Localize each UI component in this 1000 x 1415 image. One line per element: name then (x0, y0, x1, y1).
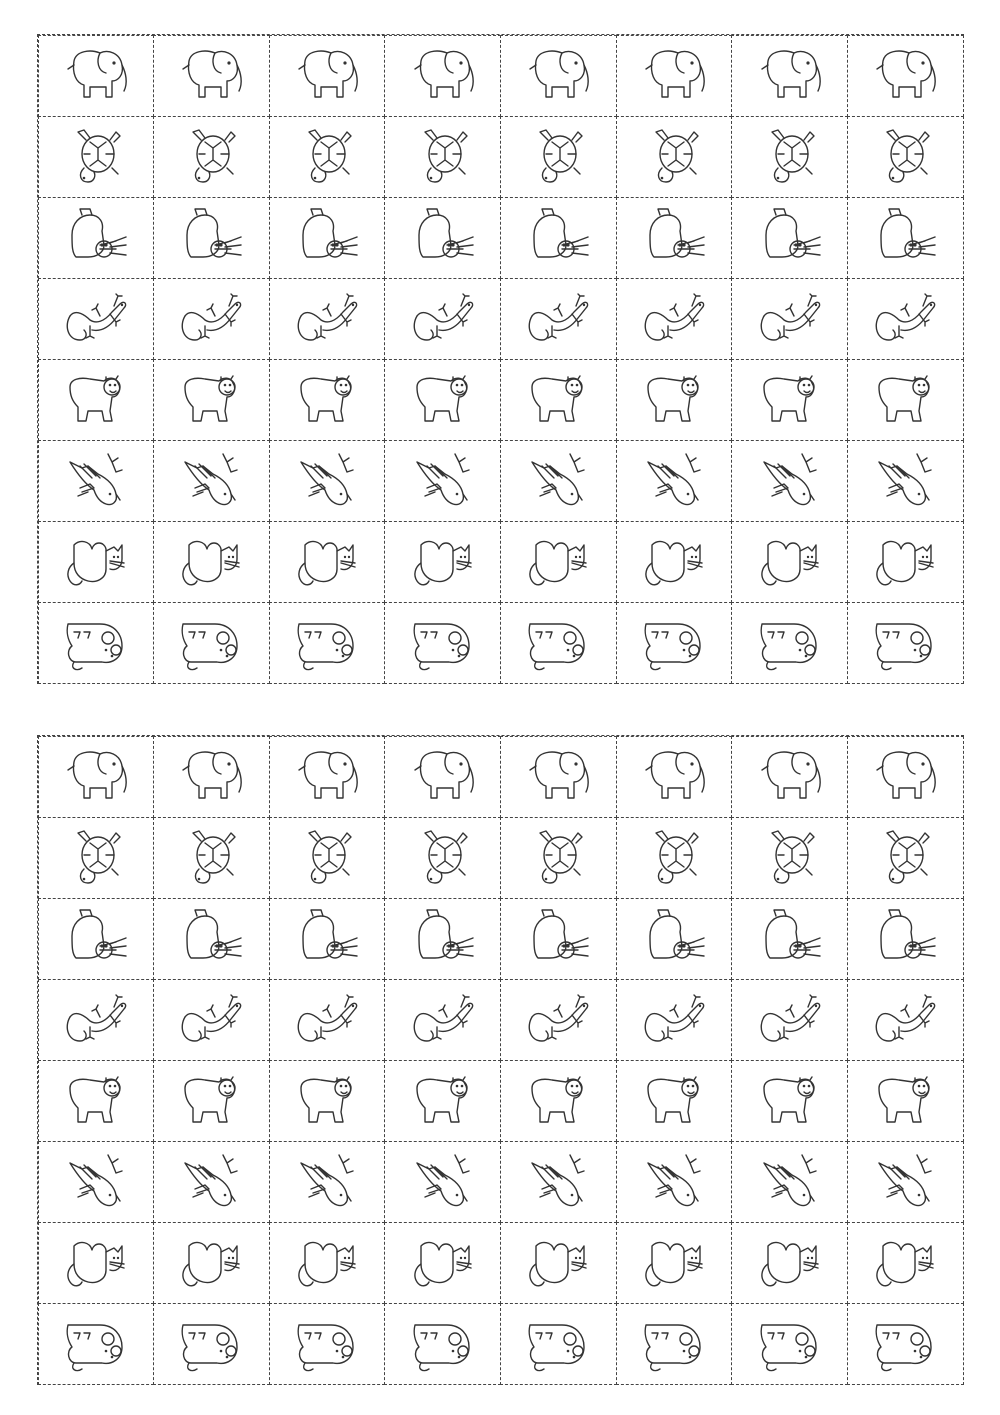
card (847, 278, 964, 360)
card (731, 1303, 848, 1385)
card (731, 817, 848, 899)
bird-icon (60, 1149, 132, 1215)
bird-icon (638, 1149, 710, 1215)
lizard-icon (869, 286, 941, 352)
card (616, 1060, 733, 1142)
card (500, 521, 617, 603)
bear-icon (754, 367, 826, 433)
card (847, 1141, 964, 1223)
lizard-icon (869, 987, 941, 1053)
card (38, 35, 155, 117)
bird-icon (175, 1149, 247, 1215)
card (384, 359, 501, 441)
card (731, 898, 848, 980)
card (153, 521, 270, 603)
mouse-icon (175, 1311, 247, 1377)
card (731, 1060, 848, 1142)
card (384, 1141, 501, 1223)
elephant-icon (869, 744, 941, 810)
card (616, 602, 733, 684)
turtle-icon (60, 825, 132, 891)
card (731, 440, 848, 522)
card (153, 898, 270, 980)
rabbit-icon (869, 906, 941, 972)
card (500, 898, 617, 980)
card (153, 1060, 270, 1142)
card (38, 521, 155, 603)
bird-icon (175, 448, 247, 514)
cat-icon (60, 1230, 132, 1296)
card (153, 278, 270, 360)
card (500, 359, 617, 441)
card (384, 440, 501, 522)
card (616, 278, 733, 360)
card (153, 440, 270, 522)
card (38, 359, 155, 441)
card (38, 197, 155, 279)
card (847, 898, 964, 980)
bear-icon (175, 1068, 247, 1134)
cat-icon (754, 529, 826, 595)
card (38, 602, 155, 684)
card (500, 979, 617, 1061)
card (153, 1303, 270, 1385)
card (616, 521, 733, 603)
card-sheet-bottom (37, 735, 964, 1385)
card (500, 278, 617, 360)
bear-icon (638, 1068, 710, 1134)
card (153, 817, 270, 899)
mouse-icon (60, 610, 132, 676)
elephant-icon (175, 744, 247, 810)
elephant-icon (291, 744, 363, 810)
mouse-icon (869, 1311, 941, 1377)
rabbit-icon (407, 906, 479, 972)
cat-icon (407, 529, 479, 595)
card (38, 1060, 155, 1142)
bear-icon (407, 367, 479, 433)
bear-icon (869, 367, 941, 433)
bear-icon (522, 367, 594, 433)
rabbit-icon (869, 205, 941, 271)
bird-icon (291, 1149, 363, 1215)
cat-icon (522, 529, 594, 595)
card (384, 736, 501, 818)
mouse-icon (638, 610, 710, 676)
card (38, 979, 155, 1061)
bear-icon (60, 367, 132, 433)
card (269, 278, 386, 360)
rabbit-icon (175, 906, 247, 972)
lizard-icon (407, 987, 479, 1053)
turtle-icon (754, 825, 826, 891)
turtle-icon (407, 825, 479, 891)
card (847, 440, 964, 522)
card (153, 197, 270, 279)
card (731, 1141, 848, 1223)
lizard-icon (522, 987, 594, 1053)
bear-icon (291, 367, 363, 433)
card (731, 736, 848, 818)
elephant-icon (291, 43, 363, 109)
rabbit-icon (522, 205, 594, 271)
elephant-icon (522, 43, 594, 109)
card (269, 817, 386, 899)
card (500, 736, 617, 818)
card (269, 898, 386, 980)
mouse-icon (869, 610, 941, 676)
elephant-icon (869, 43, 941, 109)
bird-icon (407, 448, 479, 514)
bird-icon (869, 448, 941, 514)
bear-icon (60, 1068, 132, 1134)
card (269, 1303, 386, 1385)
card (500, 35, 617, 117)
lizard-icon (60, 286, 132, 352)
card (269, 736, 386, 818)
bird-icon (638, 448, 710, 514)
lizard-icon (291, 987, 363, 1053)
cat-icon (291, 1230, 363, 1296)
card (38, 278, 155, 360)
turtle-icon (175, 825, 247, 891)
rabbit-icon (754, 906, 826, 972)
bird-icon (754, 448, 826, 514)
card (153, 736, 270, 818)
rabbit-icon (638, 205, 710, 271)
card (384, 898, 501, 980)
card (384, 116, 501, 198)
bear-icon (522, 1068, 594, 1134)
card (847, 979, 964, 1061)
card (153, 1222, 270, 1304)
elephant-icon (407, 43, 479, 109)
card (500, 1303, 617, 1385)
card (384, 1060, 501, 1142)
mouse-icon (175, 610, 247, 676)
lizard-icon (754, 987, 826, 1053)
lizard-icon (60, 987, 132, 1053)
card (731, 602, 848, 684)
bird-icon (60, 448, 132, 514)
card (847, 521, 964, 603)
card (269, 359, 386, 441)
card (269, 440, 386, 522)
lizard-icon (522, 286, 594, 352)
cat-icon (291, 529, 363, 595)
lizard-icon (175, 286, 247, 352)
turtle-icon (522, 825, 594, 891)
card (500, 1060, 617, 1142)
bird-icon (291, 448, 363, 514)
card (616, 116, 733, 198)
card (153, 359, 270, 441)
card (847, 116, 964, 198)
card (384, 278, 501, 360)
mouse-icon (522, 1311, 594, 1377)
elephant-icon (60, 43, 132, 109)
mouse-icon (638, 1311, 710, 1377)
card (500, 197, 617, 279)
elephant-icon (522, 744, 594, 810)
card (269, 116, 386, 198)
card-sheet-top (37, 34, 964, 684)
card (616, 440, 733, 522)
bird-icon (407, 1149, 479, 1215)
card (500, 440, 617, 522)
card (616, 197, 733, 279)
card (847, 817, 964, 899)
mouse-icon (407, 610, 479, 676)
card (616, 359, 733, 441)
cat-icon (522, 1230, 594, 1296)
lizard-icon (407, 286, 479, 352)
card (847, 1060, 964, 1142)
card (269, 35, 386, 117)
card (847, 602, 964, 684)
cat-icon (869, 529, 941, 595)
elephant-icon (638, 744, 710, 810)
card (847, 359, 964, 441)
card (384, 817, 501, 899)
card (616, 817, 733, 899)
card (384, 1303, 501, 1385)
card (500, 1141, 617, 1223)
card (384, 521, 501, 603)
rabbit-icon (291, 205, 363, 271)
card (38, 440, 155, 522)
mouse-icon (754, 1311, 826, 1377)
bear-icon (754, 1068, 826, 1134)
cat-icon (754, 1230, 826, 1296)
cat-icon (869, 1230, 941, 1296)
card (731, 116, 848, 198)
turtle-icon (754, 124, 826, 190)
elephant-icon (60, 744, 132, 810)
bird-icon (522, 1149, 594, 1215)
elephant-icon (407, 744, 479, 810)
card (847, 197, 964, 279)
lizard-icon (638, 987, 710, 1053)
card (38, 1303, 155, 1385)
card (153, 979, 270, 1061)
card (153, 116, 270, 198)
mouse-icon (291, 1311, 363, 1377)
card (731, 359, 848, 441)
bear-icon (291, 1068, 363, 1134)
lizard-icon (754, 286, 826, 352)
card (384, 197, 501, 279)
mouse-icon (407, 1311, 479, 1377)
turtle-icon (522, 124, 594, 190)
card (269, 197, 386, 279)
card (269, 1060, 386, 1142)
rabbit-icon (60, 906, 132, 972)
rabbit-icon (407, 205, 479, 271)
elephant-icon (754, 43, 826, 109)
card (500, 602, 617, 684)
mouse-icon (291, 610, 363, 676)
cat-icon (175, 1230, 247, 1296)
card (731, 197, 848, 279)
card (616, 35, 733, 117)
card (616, 1303, 733, 1385)
elephant-icon (754, 744, 826, 810)
turtle-icon (638, 124, 710, 190)
elephant-icon (175, 43, 247, 109)
turtle-icon (291, 825, 363, 891)
card (153, 1141, 270, 1223)
card (38, 1141, 155, 1223)
rabbit-icon (60, 205, 132, 271)
bird-icon (754, 1149, 826, 1215)
card (38, 898, 155, 980)
turtle-icon (60, 124, 132, 190)
bird-icon (869, 1149, 941, 1215)
card (38, 116, 155, 198)
bear-icon (869, 1068, 941, 1134)
card (616, 1141, 733, 1223)
card (731, 979, 848, 1061)
turtle-icon (407, 124, 479, 190)
elephant-icon (638, 43, 710, 109)
card (731, 35, 848, 117)
card (38, 817, 155, 899)
bear-icon (407, 1068, 479, 1134)
turtle-icon (291, 124, 363, 190)
mouse-icon (522, 610, 594, 676)
card (500, 116, 617, 198)
card (269, 1141, 386, 1223)
bear-icon (175, 367, 247, 433)
card (153, 35, 270, 117)
rabbit-icon (175, 205, 247, 271)
turtle-icon (638, 825, 710, 891)
card (616, 1222, 733, 1304)
card (384, 602, 501, 684)
cat-icon (638, 1230, 710, 1296)
card (38, 736, 155, 818)
card (847, 736, 964, 818)
cat-icon (407, 1230, 479, 1296)
rabbit-icon (754, 205, 826, 271)
card (384, 35, 501, 117)
bear-icon (638, 367, 710, 433)
turtle-icon (869, 124, 941, 190)
card (269, 521, 386, 603)
cat-icon (60, 529, 132, 595)
bird-icon (522, 448, 594, 514)
card (731, 1222, 848, 1304)
card (847, 35, 964, 117)
mouse-icon (754, 610, 826, 676)
turtle-icon (175, 124, 247, 190)
card (153, 602, 270, 684)
lizard-icon (291, 286, 363, 352)
lizard-icon (638, 286, 710, 352)
card (384, 979, 501, 1061)
rabbit-icon (522, 906, 594, 972)
card (500, 817, 617, 899)
rabbit-icon (291, 906, 363, 972)
rabbit-icon (638, 906, 710, 972)
card (384, 1222, 501, 1304)
card (269, 1222, 386, 1304)
cat-icon (638, 529, 710, 595)
lizard-icon (175, 987, 247, 1053)
card (38, 1222, 155, 1304)
card (847, 1303, 964, 1385)
card (847, 1222, 964, 1304)
card (616, 898, 733, 980)
card (500, 1222, 617, 1304)
card (731, 278, 848, 360)
card (616, 979, 733, 1061)
turtle-icon (869, 825, 941, 891)
card (616, 736, 733, 818)
mouse-icon (60, 1311, 132, 1377)
cat-icon (175, 529, 247, 595)
card (269, 979, 386, 1061)
card (269, 602, 386, 684)
card (731, 521, 848, 603)
